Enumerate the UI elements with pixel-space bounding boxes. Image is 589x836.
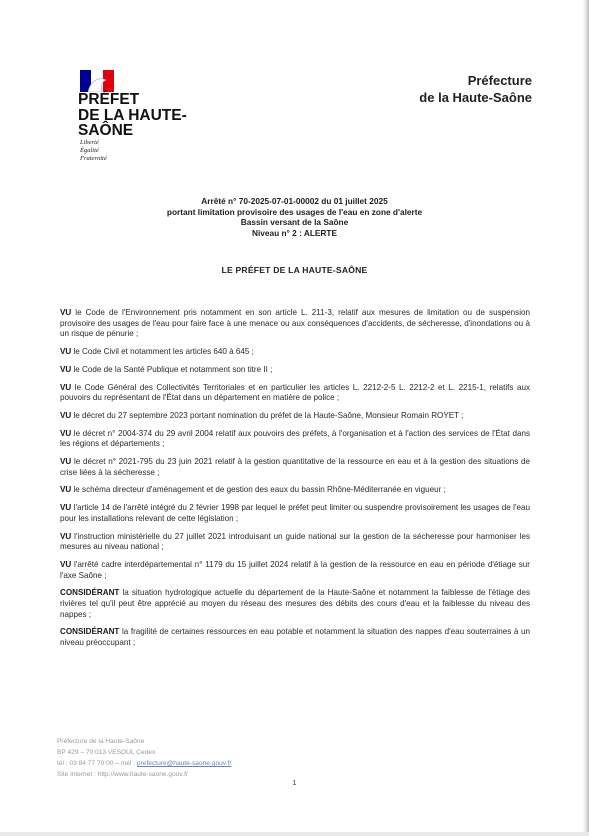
considerant-paragraph bbox=[60, 588, 530, 620]
marianne-logo-icon bbox=[80, 70, 114, 92]
logo-line: PRÉFET bbox=[78, 91, 140, 108]
prefet-title: LE PRÉFET DE LA HAUTE-SAÔNE bbox=[221, 265, 368, 275]
considerant-paragraph bbox=[60, 485, 530, 496]
footer-address-postal: BP 429 – 70 013 VESOUL Cedex bbox=[57, 749, 156, 756]
paragraph-text: la fragilité de certaines ressources en eau potable et notamment la situation des nappes d'eau souterraines à un niveau préoccupant ; bbox=[60, 627, 530, 647]
footer-contact bbox=[57, 758, 231, 769]
paragraph-keyword: VU bbox=[60, 503, 72, 513]
paragraph-keyword: VU bbox=[60, 559, 72, 569]
footer-website[interactable]: Site internet : http://www.haute-saone.gouv.fr bbox=[57, 771, 189, 778]
motto-line: Fraternité bbox=[80, 155, 107, 162]
paragraph-text: le schéma directeur d'aménagement et de gestion des eaux du bassin Rhône-Méditerranée en vigueur ; bbox=[71, 485, 446, 495]
arrete-line: Arrêté n° 70-2025-07-01-00002 du 01 juillet 2025 bbox=[201, 196, 388, 206]
motto-line: Liberté bbox=[80, 139, 99, 146]
considerant-paragraph bbox=[60, 560, 530, 581]
considerant-paragraph bbox=[60, 347, 530, 358]
paragraph-keyword: VU bbox=[60, 308, 72, 317]
prefecture-line: de la Haute-Saône bbox=[419, 90, 532, 105]
considerant-paragraph bbox=[60, 429, 530, 450]
paragraph-text: le décret n° 2021-795 du 23 juin 2021 relatif à la gestion quantitative de la ressource en eau et à la gestion des situations de crise liées à la sécheresse ; bbox=[60, 457, 530, 477]
considerant-paragraph bbox=[60, 532, 530, 553]
considerant-paragraph bbox=[60, 383, 530, 404]
paragraph-text: l'instruction ministérielle du 27 juillet 2021 introduisant un guide national sur la gestion de la sécheresse pour harmoniser les mesures au niveau national ; bbox=[60, 531, 530, 552]
paragraph-keyword: VU bbox=[60, 485, 72, 495]
prefecture-heading bbox=[419, 72, 532, 106]
footer-email-link[interactable]: prefecture@haute-saone.gouv.fr bbox=[136, 760, 232, 767]
paragraph-text: le Code de l'Environnement pris notamment en son article L. 211-3, relatif aux mesures de limitation ou de suspension provisoire des usages de l'eau pour faire face à une menace ou aux conséquences d'accidents, de sécheresse, d'inondations ou à un risque de pénurie ; bbox=[60, 308, 530, 339]
paragraph-text: le décret n° 2004-374 du 29 avril 2004 relatif aux pouvoirs des préfets, à l'organisation et à l'action des services de l'État dans les régions et départements ; bbox=[60, 428, 530, 449]
page-number: 1 bbox=[292, 780, 297, 787]
arrete-line: Bassin versant de la Saône bbox=[240, 217, 349, 227]
considerant-paragraph bbox=[60, 457, 530, 478]
considerant-paragraph bbox=[60, 308, 530, 340]
paragraph-keyword: VU bbox=[60, 531, 72, 541]
paragraph-text: l'article 14 de l'arrêté intégré du 2 février 1998 par lequel le préfet peut limiter ou suspendre provisoirement les usages de l'eau pour les installations relevant de cette législation ; bbox=[60, 503, 530, 523]
paragraph-keyword: VU bbox=[60, 382, 72, 392]
paragraph-keyword: VU bbox=[60, 364, 72, 374]
prefet-logo-title bbox=[78, 92, 187, 139]
prefecture-line: Préfecture bbox=[467, 73, 532, 88]
document-body bbox=[60, 308, 530, 656]
paragraph-text: le Code de la Santé Publique et notamment son titre II ; bbox=[71, 364, 273, 374]
motto-line: Égalité bbox=[80, 147, 99, 154]
footer-phone: tél : 03 84 77 70 00 – mél : bbox=[57, 760, 137, 767]
logo-line: SAÔNE bbox=[78, 122, 134, 139]
considerant-paragraph bbox=[60, 627, 530, 648]
paragraph-keyword: VU bbox=[60, 428, 72, 438]
paragraph-keyword: VU bbox=[60, 457, 72, 467]
paragraph-keyword: CONSIDÉRANT bbox=[60, 588, 120, 598]
logo-line: DE LA HAUTE- bbox=[78, 106, 187, 124]
paragraph-keyword: CONSIDÉRANT bbox=[60, 627, 120, 637]
considerant-paragraph bbox=[60, 411, 530, 422]
paragraph-keyword: VU bbox=[60, 346, 72, 356]
prefecture-footer bbox=[57, 736, 231, 780]
arrete-line: Niveau n° 2 : ALERTE bbox=[251, 227, 338, 238]
paragraph-keyword: VU bbox=[60, 410, 72, 420]
scan-edge-shadow bbox=[583, 0, 589, 836]
arrete-line: portant limitation provisoire des usages de l'eau en zone d'alerte bbox=[166, 206, 423, 217]
paragraph-text: le décret du 27 septembre 2023 portant nomination du préfet de la Haute-Saône, Monsieur Romain ROYET ; bbox=[71, 410, 464, 420]
paragraph-text: le Code Civil et notamment les articles 640 à 645 ; bbox=[71, 346, 254, 356]
footer-address-name: Préfecture de la Haute-Saône bbox=[57, 738, 145, 745]
republic-motto bbox=[80, 139, 107, 163]
paragraph-text: le Code Général des Collectivités Territoriales et en particulier les articles L. 2212-2-5 L. 2212-2 et L. 2215-1, relatifs aux pouvoirs du représentant de l'État dans un département en matière de police ; bbox=[60, 382, 530, 403]
scan-bottom-edge bbox=[0, 832, 589, 836]
considerant-paragraph bbox=[60, 365, 530, 376]
paragraph-text: l'arrêté cadre interdépartemental n° 1179 du 15 juillet 2024 relatif à la gestion de la ressource en eau en période d'étiage sur l'axe Saône ; bbox=[60, 559, 530, 580]
arrete-title-block bbox=[0, 196, 589, 238]
considerant-paragraph bbox=[60, 503, 530, 524]
paragraph-text: la situation hydrologique actuelle du département de la Haute-Saône et notamment la faiblesse de l'étiage des rivières tel qu'il peut être apprécié au moyen du réseau des mesures des débits des cours d'eau et la faiblesse du niveau des nappes ; bbox=[60, 588, 530, 619]
